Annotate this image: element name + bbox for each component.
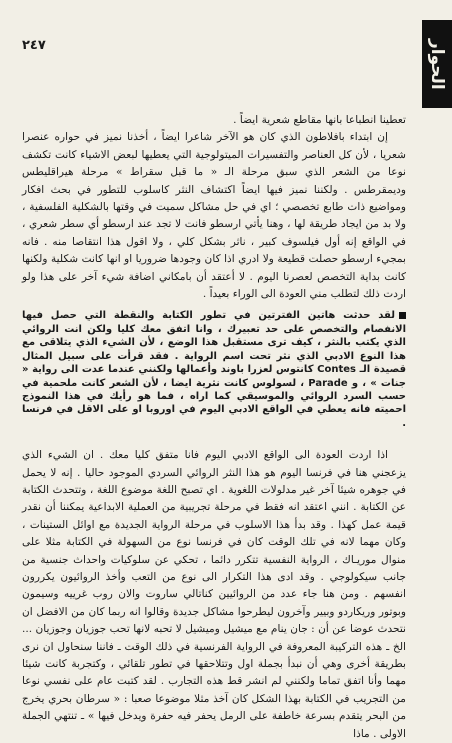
bullet-square-icon <box>399 312 406 319</box>
magazine-logo-text: الحوار <box>427 38 447 90</box>
magazine-logo-tab <box>422 20 452 108</box>
paragraph: اذا اردت العودة الى الواقع الادبي اليوم فانا متفق كليا معك . ان الشيء الذي يزعجني هنا في فرنسا اليوم هو هذا النثر الروائي السردي الموجود حاليا . إنه لا يحمل في جوهره شيئا آخر غير مدلولات اللغوية . اي تصبح اللغة موضوع اللغة ، وتتحدث الكتابة عن الكتابة . انني اعتقد انه فقط في مرحلة تجريبية من العملية الابداعية يمكننا أن نقدر قيمة عمل كهذا . وقد بدأ هذا الاسلوب في مرحلة الرواية الجديدة مع اوائل الستينات ، وكان مهما لانه في تلك الوقت كان في فرنسا نوع من السهولة في الكتابة مثلا على منوال موريـاك ، الرواية النفسية تتكرر دائما ، تحكي عن سلوكيات واحداث جنسية من جانب سيكولوجي . وقد ادى هذا التكرار الى نوع من التعب وأخذ الروائيون يكررون انفسهم . ومن هنا جاء عدد من الروائيين كناتالي ساروت والان روب غرييه وسيمون وبوتور وريكاردو وبيير وآخرون ليطرحوا مشاكل جديدة وقالوا انه ربما كان من الافضل ان نتحدث عوضا عن أن : جان ينام مع ميشيل وميشيل لا تحبه لانها تحب جوزيان وجوزيان ... الخ ـ هذه التركيبة المعروفة في الرواية الفرنسية في ذلك الوقت ـ فاننا سنحاول ان نرى بطريقة أخرى وهي أن نبدأ بجملة اول وتتلاحقها في تطور تلقائي ، وكتجربة كانت شيئا مهما وأنا اتفق تماما ولكنني لم انشر قط هذه التجارب . لقد كتبت عام على نفسي نوعا من التجريب في الكتابة بهذا الشكل كان آخذ مثلا موضوعا صعبا : « سرطان بحري يخرج من البحر يتقدم بسرعة خاطفة على الرمل يحفر فيه حفرة ويدخل فيها » ـ تنتهي الجملة الاولى . ماذا <box>22 449 406 740</box>
article-body <box>22 112 406 740</box>
interview-question <box>22 309 406 430</box>
paragraph: إن ابتداء بافلاطون الذي كان هو الآخر شاعرا ايضاً ، أخذنا نميز في حواره عنصرا شعريا ، لأن كل العناصر والتفسيرات الميتولوجية التي يعطيها لبعض الاشياء كانت تكشف نوعا من الشعر الذي سبق مرحلة الـ « ما قبل سقراط » مرحلة هيراقليطس وديمقرطس . ولكننا نميز فيها ايضاً اكتشاف النثر كاسلوب للتطور في بحث افكار ومواضيع ذات طابع تخصصي ؛ اي في حل مشاكل سميت في وقتها بالشكلية الفلسفية ، ولا بد من ايجاد طريقة لها ، وهنا يأتي ارسطو فانت لا تجد عند ارسطو أي سطر شعري ، في الواقع إنه أول فيلسوف كبير ، ناثر بشكل كلي ، ولا اقول هذا انتقاصا منه . فانه بمجيء ارسطو حصلت قطيعة ولا ادري اذا كان وجودها ضروريا او انها كانت شكلية ولكنها كانت بداية التخصص لعصرنا اليوم . لا أعتقد أن بامكاني اضافة شيء آخر على هذا ولو اردت ذلك لتطلب مني العودة الى الوراء بعيداً . <box>22 131 406 301</box>
paragraph: تعطينا انطباعا بانها مقاطع شعرية ايضاً . <box>233 114 406 126</box>
page-number: ٢٤٧ <box>22 38 46 53</box>
question-text: لقد حدثت هاتين الفترتين في تطور الكتابة والنقطة التي حصل فيها الانفصام والتخصص على حد تعبيرك ، وانا اتفق معك كليا ولكن انت الروائي الذي يكتب بالنثر ، كيف ترى مستقبل هذا الوضع ، لأن الشيء الذي يتلاقى مع هذا النوع الادبي الذي نثر تحت اسم الرواية . فقد قرأت على سبيل المثال قصيدة الـ Contes كانتوس لعزرا باوند وأعمالها ولكنني عندما عدت الى رواية « جنات » ، و Parade ، لسولوس كانت نثرية ايضا ، لأن الشعر كانت ملحمية في حسب السرد الروائي والموسيقي كما اراه ، فما هو رأيك في هذا النموذج احميته فانه يعطي في الواقع الادبي اليوم في اوروبا او على الاقل في فرنسا . <box>22 310 406 429</box>
